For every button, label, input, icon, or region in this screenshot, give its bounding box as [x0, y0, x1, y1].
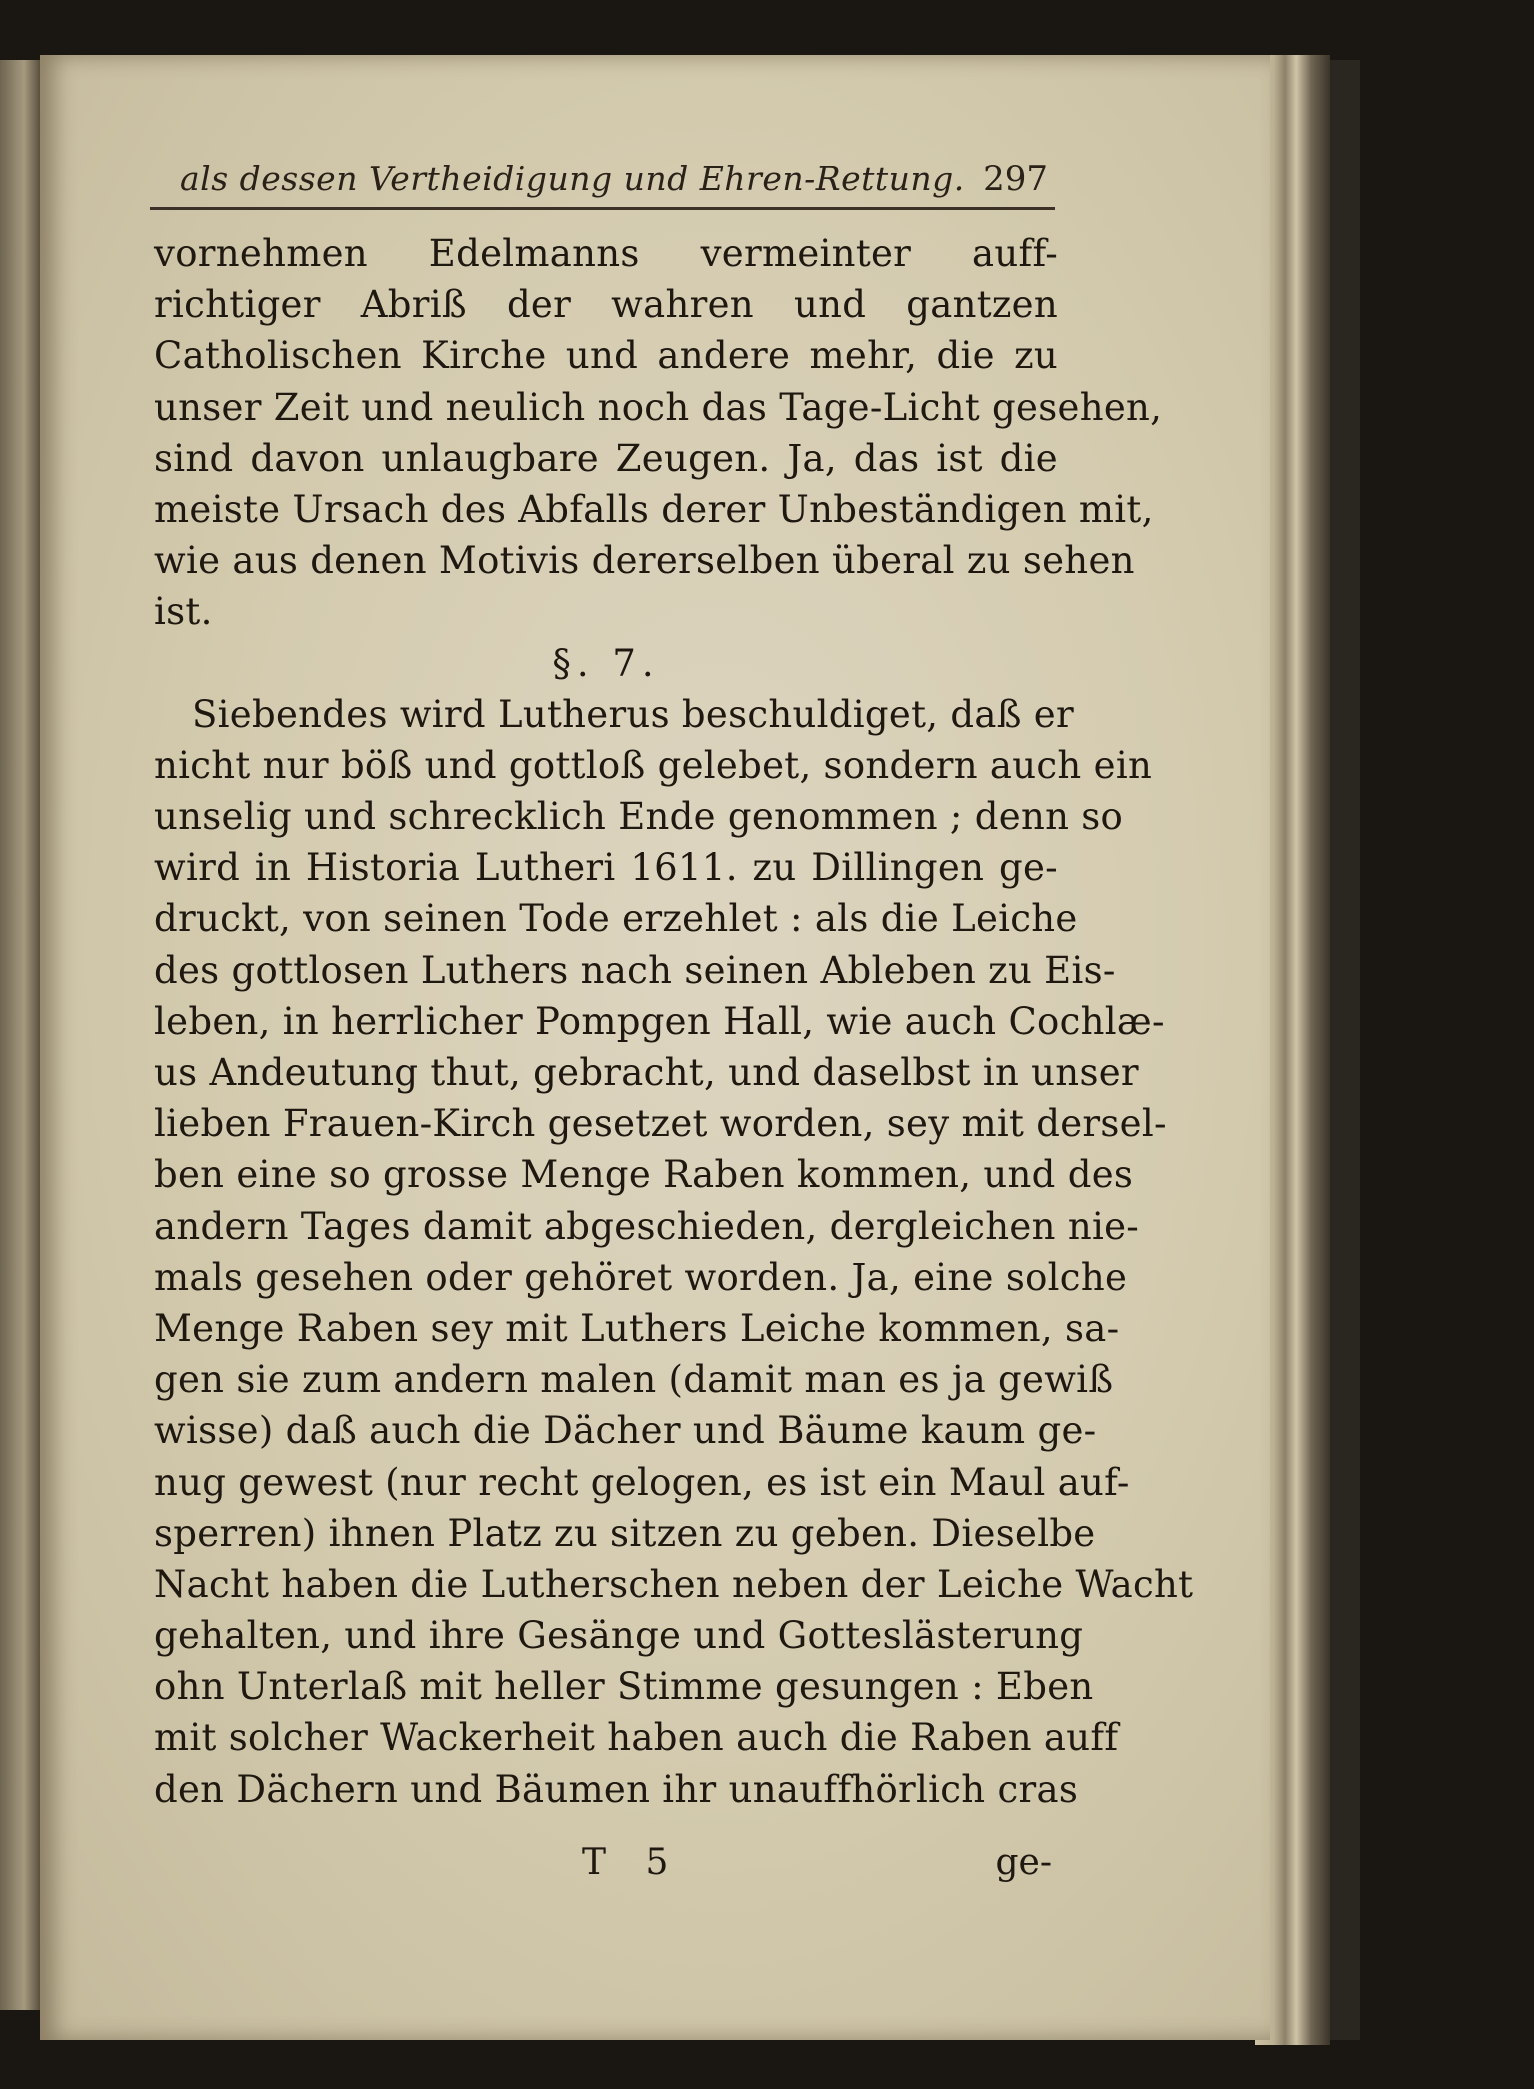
text-line: andern Tages damit abgeschieden, dergleichen nie- — [154, 1204, 1140, 1248]
text-line: mals gesehen oder gehöret worden. Ja, eine solche — [154, 1255, 1128, 1299]
text-line: den Dächern und Bäumen ihr unauffhörlich cras — [154, 1767, 1079, 1811]
text-line: mit solcher Wackerheit haben auch die Raben auff — [154, 1716, 1119, 1760]
header-rule — [150, 207, 1055, 210]
text-line: ist. — [154, 590, 213, 634]
catchword: ge- — [995, 1842, 1052, 1883]
text-line: richtiger Abriß der wahren und gantzen — [154, 283, 1058, 327]
text-line: unser Zeit und neulich noch das Tage-Licht gesehen, — [154, 385, 1163, 429]
body-text — [154, 228, 1194, 1815]
text-line: ohn Unterlaß mit heller Stimme gesungen : Eben — [154, 1665, 1094, 1709]
page-number: 297 — [983, 159, 1048, 199]
text-line: wisse) daß auch die Dächer und Bäume kaum ge- — [154, 1409, 1097, 1453]
running-header — [150, 155, 1070, 205]
text-line: vornehmen Edelmanns vermeinter auff- — [154, 232, 1058, 275]
text-line: meiste Ursach des Abfalls derer Unbeständigen mit, — [154, 487, 1154, 531]
text-line: us Andeutung thut, gebracht, und daselbst in unser — [154, 1051, 1139, 1094]
text-line: gen sie zum andern malen (damit man es ja gewiß — [154, 1358, 1114, 1402]
text-line: unselig und schrecklich Ende genommen ; denn so — [154, 795, 1124, 839]
text-line: Siebendes wird Lutherus beschuldiget, daß er — [192, 692, 1074, 736]
section-heading: §. 7. — [552, 641, 660, 685]
left-page-edge — [0, 60, 40, 2010]
text-line: Nacht haben die Lutherschen neben der Leiche Wacht — [154, 1562, 1194, 1606]
text-line: lieben Frauen-Kirch gesetzet worden, sey mit dersel- — [154, 1102, 1167, 1146]
text-line: nicht nur böß und gottloß gelebet, sondern auch ein — [154, 743, 1153, 787]
text-line: gehalten, und ihre Gesänge und Gotteslästerung — [154, 1614, 1084, 1658]
text-line: nug gewest (nur recht gelogen, es ist ein Maul auf- — [154, 1460, 1130, 1504]
text-line: wie aus denen Motivis dererselben überal zu sehen — [154, 539, 1135, 583]
text-line: sperren) ihnen Platz zu sitzen zu geben. Dieselbe — [154, 1511, 1096, 1555]
text-line: druckt, von seinen Tode erzehlet : als die Leiche — [154, 897, 1078, 941]
text-line: ben eine so grosse Menge Raben kommen, und des — [154, 1153, 1134, 1197]
text-line: Menge Raben sey mit Luthers Leiche kommen, sa- — [154, 1306, 1120, 1350]
signature-mark: T 5 — [582, 1842, 683, 1883]
text-line: des gottlosen Luthers nach seinen Ableben zu Eis- — [154, 948, 1116, 992]
text-line: leben, in herrlicher Pompgen Hall, wie auch Cochlæ- — [154, 999, 1165, 1043]
text-line: sind davon unlaugbare Zeugen. Ja, das ist die — [154, 436, 1058, 480]
text-line: wird in Historia Lutheri 1611. zu Dillingen ge- — [154, 846, 1058, 890]
text-line: Catholischen Kirche und andere mehr, die zu — [154, 334, 1058, 378]
page-footer — [154, 1842, 1058, 1894]
running-head-title: als dessen Vertheidigung und Ehren-Rettung. — [180, 159, 965, 198]
